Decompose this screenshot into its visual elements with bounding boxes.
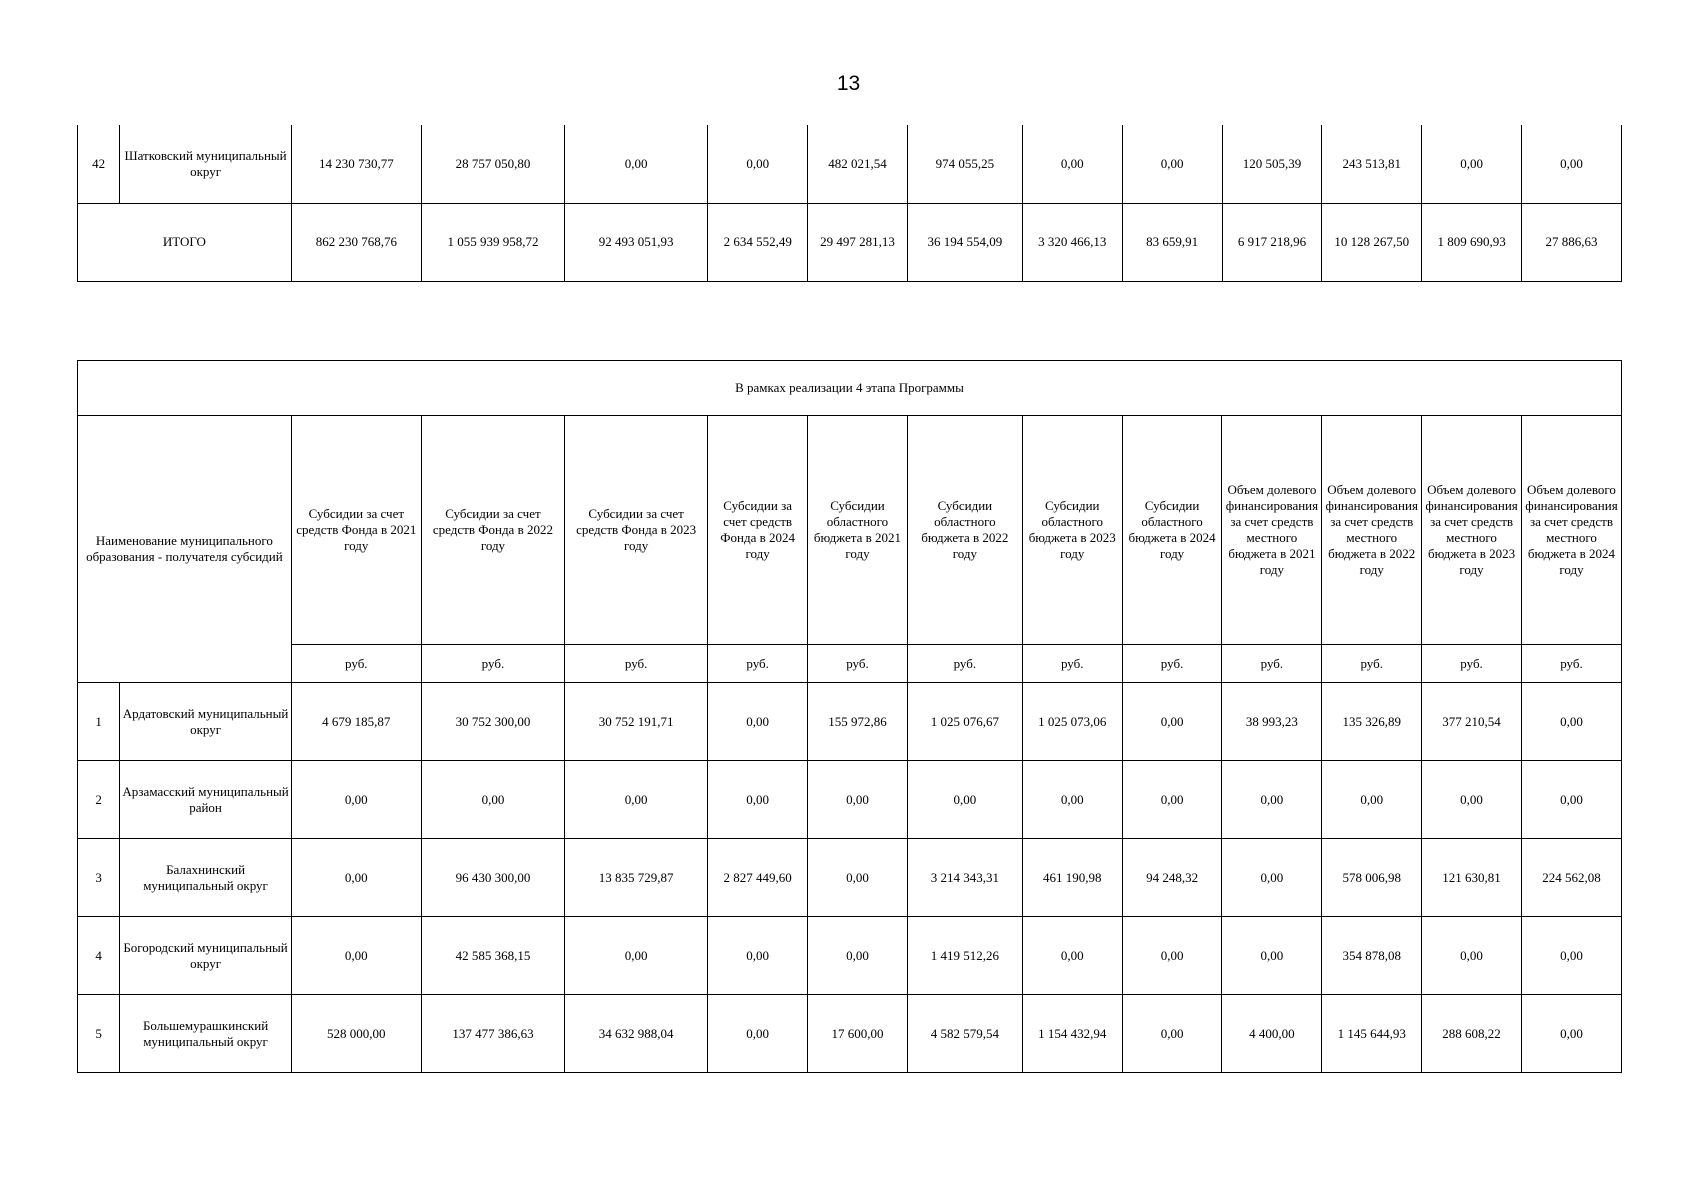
unit-cell: руб. <box>1521 645 1621 683</box>
value-cell: 137 477 386,63 <box>421 995 564 1073</box>
value-cell: 94 248,32 <box>1122 839 1222 917</box>
column-header: Объем долевого финансирования за счет средств местного бюджета в 2022 году <box>1322 416 1422 645</box>
row-number: 2 <box>78 761 120 839</box>
table-row <box>78 125 1622 203</box>
unit-cell: руб. <box>421 645 564 683</box>
value-cell: 4 679 185,87 <box>291 683 421 761</box>
value-cell: 0,00 <box>1521 995 1621 1073</box>
total-value-cell: 3 320 466,13 <box>1022 203 1122 281</box>
value-cell: 0,00 <box>1521 761 1621 839</box>
table-row <box>78 761 1622 839</box>
value-cell: 243 513,81 <box>1322 125 1422 203</box>
column-header: Субсидии за счет средств Фонда в 2022 году <box>421 416 564 645</box>
table-row <box>78 995 1622 1073</box>
value-cell: 0,00 <box>565 917 708 995</box>
total-value-cell: 2 634 552,49 <box>708 203 808 281</box>
column-header: Субсидии за счет средств Фонда в 2021 году <box>291 416 421 645</box>
unit-cell: руб. <box>1022 645 1122 683</box>
value-cell: 34 632 988,04 <box>565 995 708 1073</box>
total-value-cell: 29 497 281,13 <box>808 203 908 281</box>
value-cell: 0,00 <box>708 683 808 761</box>
page-number: 13 <box>836 72 861 95</box>
table-row <box>78 839 1622 917</box>
column-header: Субсидии за счет средств Фонда в 2024 году <box>708 416 808 645</box>
value-cell: 0,00 <box>1122 761 1222 839</box>
total-row <box>78 203 1622 281</box>
value-cell: 38 993,23 <box>1222 683 1322 761</box>
name-column-header: Наименование муниципального образования - получателя субсидий <box>78 416 292 683</box>
value-cell: 0,00 <box>291 917 421 995</box>
municipality-name: Арзамасский муниципальный район <box>120 761 291 839</box>
column-header: Объем долевого финансирования за счет средств местного бюджета в 2021 году <box>1222 416 1322 645</box>
total-value-cell: 1 055 939 958,72 <box>421 203 564 281</box>
row-number: 42 <box>78 125 120 203</box>
total-value-cell: 1 809 690,93 <box>1422 203 1522 281</box>
column-header: Объем долевого финансирования за счет средств местного бюджета в 2023 году <box>1422 416 1522 645</box>
value-cell: 0,00 <box>1422 761 1522 839</box>
value-cell: 0,00 <box>708 995 808 1073</box>
unit-cell: руб. <box>565 645 708 683</box>
value-cell: 1 025 076,67 <box>907 683 1022 761</box>
value-cell: 17 600,00 <box>808 995 908 1073</box>
value-cell: 0,00 <box>291 761 421 839</box>
value-cell: 0,00 <box>1122 917 1222 995</box>
value-cell: 135 326,89 <box>1322 683 1422 761</box>
value-cell: 0,00 <box>1122 125 1222 203</box>
municipality-name: Шатковский муниципальный округ <box>120 125 291 203</box>
row-number: 4 <box>78 917 120 995</box>
value-cell: 0,00 <box>808 917 908 995</box>
value-cell: 13 835 729,87 <box>565 839 708 917</box>
value-cell: 0,00 <box>565 125 708 203</box>
total-value-cell: 6 917 218,96 <box>1222 203 1322 281</box>
value-cell: 0,00 <box>808 839 908 917</box>
value-cell: 0,00 <box>1521 683 1621 761</box>
value-cell: 28 757 050,80 <box>421 125 564 203</box>
unit-cell: руб. <box>291 645 421 683</box>
value-cell: 1 419 512,26 <box>907 917 1022 995</box>
value-cell: 1 025 073,06 <box>1022 683 1122 761</box>
value-cell: 0,00 <box>291 839 421 917</box>
value-cell: 0,00 <box>1022 917 1122 995</box>
column-header: Субсидии областного бюджета в 2022 году <box>907 416 1022 645</box>
column-header: Субсидии областного бюджета в 2024 году <box>1122 416 1222 645</box>
value-cell: 4 582 579,54 <box>907 995 1022 1073</box>
value-cell: 0,00 <box>808 761 908 839</box>
value-cell: 155 972,86 <box>808 683 908 761</box>
municipality-name: Богородский муниципальный округ <box>120 917 291 995</box>
value-cell: 14 230 730,77 <box>291 125 421 203</box>
value-cell: 377 210,54 <box>1422 683 1522 761</box>
value-cell: 0,00 <box>1022 761 1122 839</box>
value-cell: 0,00 <box>1122 683 1222 761</box>
column-header: Субсидии за счет средств Фонда в 2023 году <box>565 416 708 645</box>
value-cell: 1 154 432,94 <box>1022 995 1122 1073</box>
value-cell: 3 214 343,31 <box>907 839 1022 917</box>
value-cell: 0,00 <box>1222 761 1322 839</box>
value-cell: 224 562,08 <box>1521 839 1621 917</box>
total-value-cell: 27 886,63 <box>1522 203 1622 281</box>
value-cell: 482 021,54 <box>808 125 908 203</box>
table-caption: В рамках реализации 4 этапа Программы <box>78 361 1622 416</box>
value-cell: 96 430 300,00 <box>421 839 564 917</box>
unit-cell: руб. <box>1122 645 1222 683</box>
value-cell: 0,00 <box>907 761 1022 839</box>
value-cell: 974 055,25 <box>907 125 1022 203</box>
unit-cell: руб. <box>1322 645 1422 683</box>
value-cell: 288 608,22 <box>1422 995 1522 1073</box>
row-number: 3 <box>78 839 120 917</box>
value-cell: 0,00 <box>708 917 808 995</box>
value-cell: 42 585 368,15 <box>421 917 564 995</box>
value-cell: 0,00 <box>708 125 808 203</box>
value-cell: 0,00 <box>1122 995 1222 1073</box>
table-row <box>78 683 1622 761</box>
row-number: 1 <box>78 683 120 761</box>
value-cell: 0,00 <box>1222 917 1322 995</box>
row-number: 5 <box>78 995 120 1073</box>
value-cell: 0,00 <box>1422 917 1522 995</box>
value-cell: 120 505,39 <box>1222 125 1322 203</box>
value-cell: 0,00 <box>565 761 708 839</box>
value-cell: 0,00 <box>1222 839 1322 917</box>
column-header: Объем долевого финансирования за счет средств местного бюджета в 2024 году <box>1521 416 1621 645</box>
unit-cell: руб. <box>1422 645 1522 683</box>
value-cell: 121 630,81 <box>1422 839 1522 917</box>
unit-cell: руб. <box>1222 645 1322 683</box>
total-label: ИТОГО <box>78 203 292 281</box>
value-cell: 461 190,98 <box>1022 839 1122 917</box>
value-cell: 0,00 <box>1522 125 1622 203</box>
table-row <box>78 917 1622 995</box>
value-cell: 30 752 300,00 <box>421 683 564 761</box>
value-cell: 354 878,08 <box>1322 917 1422 995</box>
municipality-name: Большемурашкинский муниципальный округ <box>120 995 291 1073</box>
total-value-cell: 862 230 768,76 <box>291 203 421 281</box>
value-cell: 0,00 <box>421 761 564 839</box>
total-value-cell: 83 659,91 <box>1122 203 1222 281</box>
unit-cell: руб. <box>708 645 808 683</box>
unit-cell: руб. <box>907 645 1022 683</box>
value-cell: 0,00 <box>708 761 808 839</box>
column-header: Субсидии областного бюджета в 2021 году <box>808 416 908 645</box>
value-cell: 578 006,98 <box>1322 839 1422 917</box>
value-cell: 0,00 <box>1422 125 1522 203</box>
municipality-name: Балахнинский муниципальный округ <box>120 839 291 917</box>
value-cell: 4 400,00 <box>1222 995 1322 1073</box>
top-summary-table <box>77 125 1622 282</box>
total-value-cell: 10 128 267,50 <box>1322 203 1422 281</box>
value-cell: 528 000,00 <box>291 995 421 1073</box>
value-cell: 0,00 <box>1022 125 1122 203</box>
unit-cell: руб. <box>808 645 908 683</box>
value-cell: 30 752 191,71 <box>565 683 708 761</box>
value-cell: 1 145 644,93 <box>1322 995 1422 1073</box>
value-cell: 0,00 <box>1322 761 1422 839</box>
total-value-cell: 36 194 554,09 <box>907 203 1022 281</box>
municipality-name: Ардатовский муниципальный округ <box>120 683 291 761</box>
column-header: Субсидии областного бюджета в 2023 году <box>1022 416 1122 645</box>
stage-4-subsidies-table <box>77 360 1622 1073</box>
value-cell: 2 827 449,60 <box>708 839 808 917</box>
value-cell: 0,00 <box>1521 917 1621 995</box>
total-value-cell: 92 493 051,93 <box>565 203 708 281</box>
